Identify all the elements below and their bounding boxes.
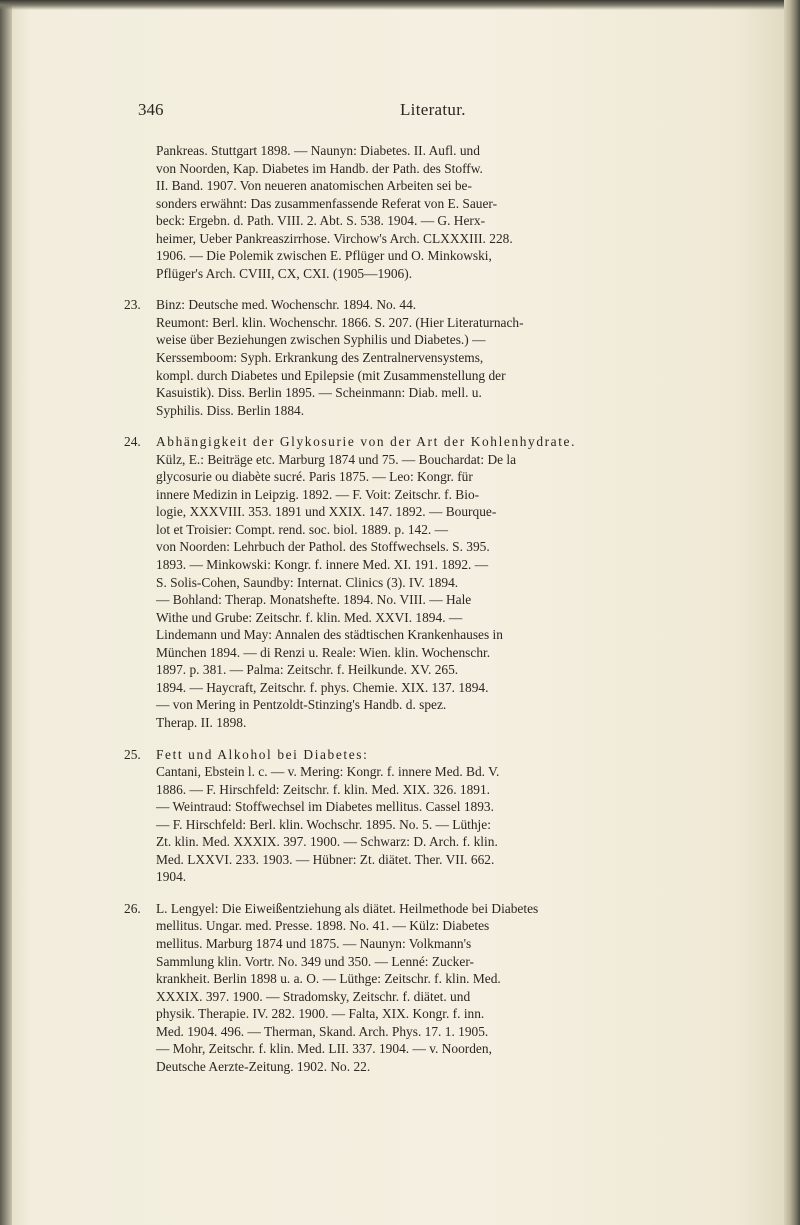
text-line: 1893. — Minkowski: Kongr. f. innere Med. XI. 191. 1892. — [156, 557, 489, 573]
text-line: Med. 1904. 496. — Therman, Skand. Arch. Phys. 17. 1. 1905. [156, 1023, 489, 1039]
text-line: Withe und Grube: Zeitschr. f. klin. Med. XXVI. 1894. — [156, 609, 463, 625]
text-line: Reumont: Berl. klin. Wochenschr. 1866. S. 207. (Hier Literaturnach- [156, 314, 524, 330]
text-line: von Noorden: Lehrbuch der Pathol. des Stoffwechsels. S. 395. [156, 539, 490, 555]
entry-heading: Abhängigkeit der Glykosurie von der Art der Kohlenhydrate. [156, 434, 577, 450]
text-line: beck: Ergebn. d. Path. VIII. 2. Abt. S. 538. 1904. — G. Herx- [156, 213, 486, 229]
text-line: Zt. klin. Med. XXXIX. 397. 1900. — Schwarz: D. Arch. f. klin. [156, 834, 498, 850]
entry-body [132, 900, 730, 1075]
text-line: Külz, E.: Beiträge etc. Marburg 1874 und 75. — Bouchardat: De la [156, 451, 517, 467]
text-line: 1894. — Haycraft, Zeitschr. f. phys. Chemie. XIX. 137. 1894. [156, 679, 489, 695]
text-line: — Bohland: Therap. Monatshefte. 1894. No. VIII. — Hale [156, 592, 472, 608]
text-line: L. Lengyel: Die Eiweißentziehung als diätet. Heilmethode bei Diabetes [156, 900, 539, 916]
page-number: 346 [138, 100, 164, 119]
text-line: Sammlung klin. Vortr. No. 349 und 350. — Lenné: Zucker- [156, 953, 474, 969]
section-title: Literatur. [400, 100, 466, 119]
text-line: München 1894. — di Renzi u. Reale: Wien. klin. Wochenschr. [156, 644, 491, 660]
reference-list [124, 142, 730, 1089]
text-line: Cantani, Ebstein l. c. — v. Mering: Kongr. f. innere Med. Bd. V. [156, 764, 500, 780]
text-line: S. Solis-Cohen, Saundby: Internat. Clinics (3). IV. 1894. [156, 574, 459, 590]
text-line: Lindemann und May: Annalen des städtischen Krankenhauses in [156, 627, 503, 643]
text-line: 1886. — F. Hirschfeld: Zeitschr. f. klin. Med. XIX. 326. 1891. [156, 781, 491, 797]
text-line: — von Mering in Pentzoldt-Stinzing's Handb. d. spez. [156, 697, 447, 713]
book-binding-shadow [0, 0, 12, 1225]
entry-number: 23. [124, 297, 141, 313]
text-line: glycosurie ou diabète sucré. Paris 1875. — Leo: Kongr. für [156, 469, 473, 485]
entry-body [132, 296, 730, 419]
reference-entry-25 [124, 746, 730, 886]
text-line: krankheit. Berlin 1898 u. a. O. — Lüthge: Zeitschr. f. klin. Med. [156, 971, 501, 987]
text-line: Deutsche Aerzte-Zeitung. 1902. No. 22. [156, 1058, 371, 1074]
text-line: mellitus. Ungar. med. Presse. 1898. No. 41. — Külz: Diabetes [156, 918, 490, 934]
text-line: Therap. II. 1898. [156, 714, 247, 730]
page-right-edge [784, 0, 800, 1225]
reference-entry-26 [124, 900, 730, 1075]
text-line: heimer, Ueber Pankreaszirrhose. Virchow's Arch. CLXXXIII. 228. [156, 230, 513, 246]
text-line: lot et Troisier: Compt. rend. soc. biol. 1889. p. 142. — [156, 521, 448, 537]
reference-entry-24 [124, 433, 730, 731]
text-line: XXXIX. 397. 1900. — Stradomsky, Zeitschr. f. diätet. und [156, 988, 471, 1004]
text-line: Binz: Deutsche med. Wochenschr. 1894. No. 44. [156, 297, 417, 313]
text-line: II. Band. 1907. Von neueren anatomischen Arbeiten sei be- [156, 178, 472, 194]
text-line: — F. Hirschfeld: Berl. klin. Wochschr. 1895. No. 5. — Lüthje: [156, 816, 491, 832]
text-line: 1906. — Die Polemik zwischen E. Pflüger und O. Minkowski, [156, 248, 492, 264]
text-line: Med. LXXVI. 233. 1903. — Hübner: Zt. diätet. Ther. VII. 662. [156, 851, 495, 867]
text-line: innere Medizin in Leipzig. 1892. — F. Voit: Zeitschr. f. Bio- [156, 486, 480, 502]
text-line: — Mohr, Zeitschr. f. klin. Med. LII. 337. 1904. — v. Noorden, [156, 1041, 492, 1057]
text-line: kompl. durch Diabetes und Epilepsie (mit Zusammenstellung der [156, 367, 506, 383]
entry-number: 25. [124, 746, 141, 762]
text-line: 1904. [156, 869, 187, 885]
text-line: sonders erwähnt: Das zusammenfassende Referat von E. Sauer- [156, 195, 498, 211]
text-line: Kasuistik). Diss. Berlin 1895. — Scheinmann: Diab. mell. u. [156, 385, 482, 401]
entry-number: 26. [124, 900, 141, 916]
entry-body [132, 433, 730, 731]
text-line: weise über Beziehungen zwischen Syphilis und Diabetes.) — [156, 332, 486, 348]
entry-number: 24. [124, 434, 141, 450]
text-line: logie, XXXVIII. 353. 1891 und XXIX. 147. 1892. — Bourque- [156, 504, 497, 520]
text-line: physik. Therapie. IV. 282. 1900. — Falta, XIX. Kongr. f. inn. [156, 1006, 485, 1022]
text-line: Pankreas. Stuttgart 1898. — Naunyn: Diabetes. II. Aufl. und [156, 143, 480, 158]
text-line: — Weintraud: Stoffwechsel im Diabetes mellitus. Cassel 1893. [156, 799, 494, 815]
page-top-edge [0, 0, 800, 10]
text-line: Kerssemboom: Syph. Erkrankung des Zentralnervensystems, [156, 350, 484, 366]
running-header [138, 100, 728, 124]
text-line: 1897. p. 381. — Palma: Zeitschr. f. Heilkunde. XV. 265. [156, 662, 459, 678]
text-line: Pflüger's Arch. CVIII, CX, CXI. (1905—1906). [156, 265, 413, 281]
entry-body [132, 746, 730, 886]
reference-entry-23 [124, 296, 730, 419]
text-line: von Noorden, Kap. Diabetes im Handb. der Path. des Stoffw. [156, 160, 483, 176]
entry-heading: Fett und Alkohol bei Diabetes: [156, 746, 369, 762]
text-line: Syphilis. Diss. Berlin 1884. [156, 402, 305, 418]
continuation-entry [132, 142, 730, 282]
text-line: mellitus. Marburg 1874 und 1875. — Naunyn: Volkmann's [156, 935, 472, 951]
